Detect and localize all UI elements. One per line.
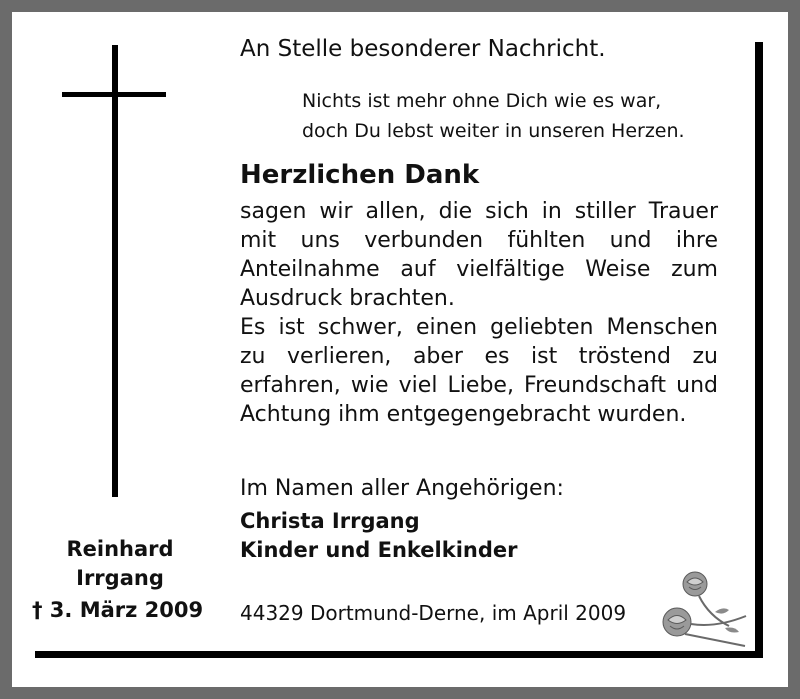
signature-name-2: Kinder und Enkelkinder bbox=[240, 538, 518, 562]
signature-names bbox=[240, 507, 518, 565]
cross-horizontal-bar bbox=[62, 92, 166, 97]
deceased-last-name: Irrgang bbox=[76, 566, 164, 590]
roses-icon bbox=[655, 568, 755, 648]
deceased-name bbox=[30, 535, 210, 593]
poem-line-1: Nichts ist mehr ohne Dich wie es war, bbox=[302, 90, 662, 112]
thanks-paragraph-2: Es ist schwer, einen geliebten Menschen zu verlieren, aber es ist tröstend zu erfahren, wie viel Liebe, Freundschaft und Achtung ihm entgegengebracht wurden. bbox=[240, 315, 718, 427]
signature-intro: Im Namen aller Angehörigen: bbox=[240, 476, 564, 501]
cross-vertical-bar bbox=[112, 45, 118, 497]
thanks-title: Herzlichen Dank bbox=[240, 160, 480, 190]
thanks-paragraph-1: sagen wir allen, die sich in stiller Trauer mit uns verbunden fühlten und ihre Anteilnahme auf vielfältige Weise zum Ausdruck brachten. bbox=[240, 199, 718, 311]
intro-heading: An Stelle besonderer Nachricht. bbox=[240, 36, 606, 62]
signature-name-1: Christa Irrgang bbox=[240, 509, 420, 533]
bottom-border-rule bbox=[35, 651, 763, 658]
poem-line-2: doch Du lebst weiter in unseren Herzen. bbox=[302, 120, 685, 142]
poem bbox=[302, 86, 685, 146]
right-border-rule bbox=[755, 42, 763, 658]
place-date: 44329 Dortmund-Derne, im April 2009 bbox=[240, 601, 627, 625]
deceased-first-name: Reinhard bbox=[66, 537, 174, 561]
death-date: † 3. März 2009 bbox=[32, 598, 204, 622]
